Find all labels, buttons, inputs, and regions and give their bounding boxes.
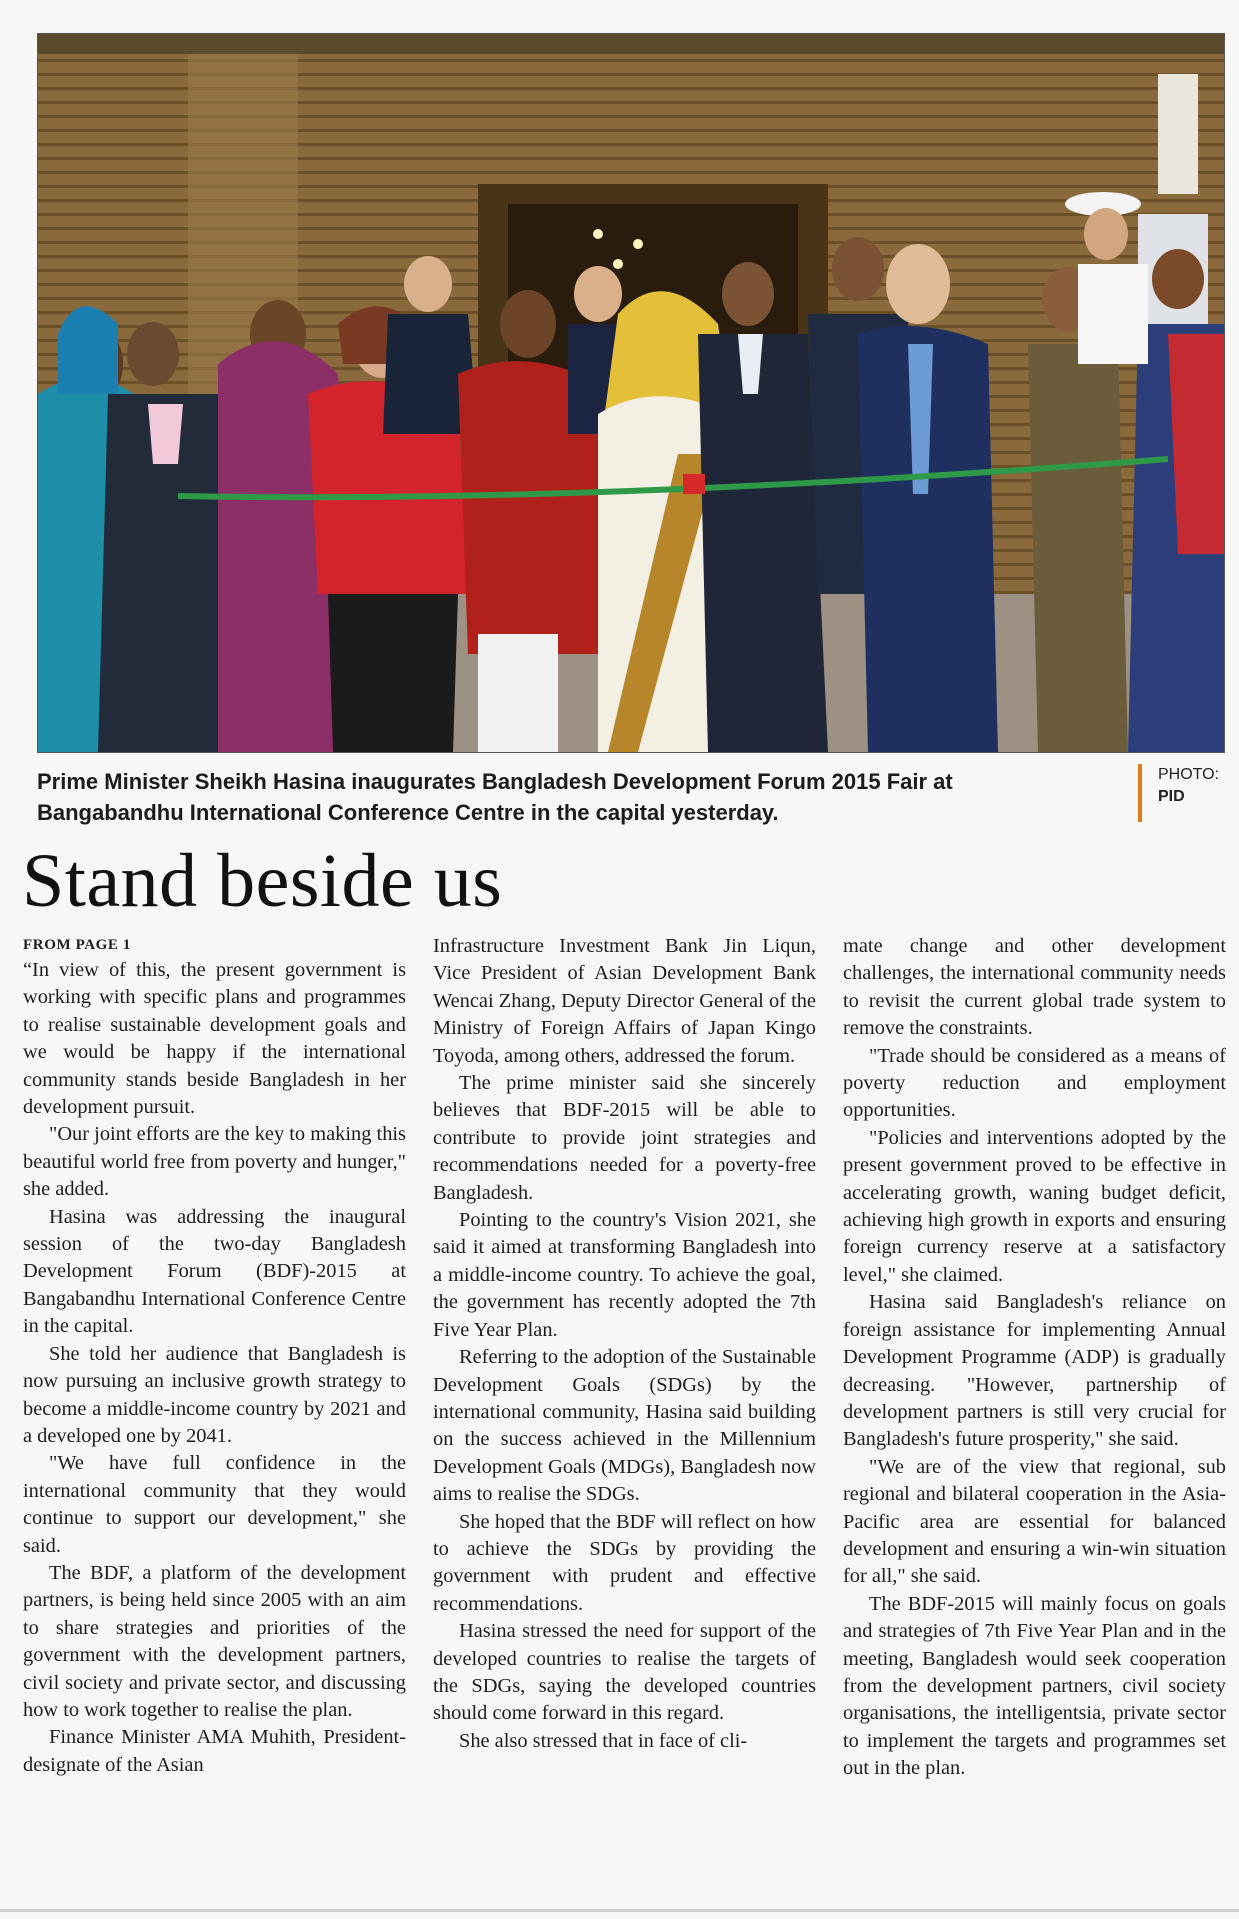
article-column-1 [23, 933, 406, 1903]
photo-credit-label: PHOTO: [1158, 766, 1220, 783]
paragraph: She told her audience that Bangladesh is now pursuing an inclusive growth strategy to become a middle-income country by 2021 and a developed one by 2041. [23, 1342, 406, 1447]
paragraph: Referring to the adoption of the Sustainable Development Goals (SDGs) by the international community, Hasina said building on the success achieved in the Millennium Development Goals (MDGs), Bangladesh now aims to realise the SDGs. [433, 1346, 816, 1506]
paragraph: The BDF-2015 will mainly focus on goals and strategies of 7th Five Year Plan and in the meeting, Bangladesh would seek cooperation from the development partners, civil society organisations, the intelligentsia, private sector to implement the targets and programmes set out in the plan. [843, 1592, 1226, 1780]
paragraph: The BDF, a platform of the development partners, is being held since 2005 with an aim to share strategies and priorities of the government with the development partners, civil society and private sector, and discussing how to work together to realise the plan. [23, 1561, 406, 1721]
paragraph: "We have full confidence in the international community that they would continue to support our development," she said. [23, 1452, 406, 1557]
paragraph: "We are of the view that regional, sub regional and bilateral cooperation in the Asia-Pacific area are essential for balanced development and ensuring a win-win situation for all," she said. [843, 1455, 1226, 1588]
paragraph: Finance Minister AMA Muhith, President-designate of the Asian [23, 1726, 406, 1776]
kicker: FROM PAGE 1 [23, 937, 131, 953]
paragraph: Pointing to the country's Vision 2021, she said it aimed at transforming Bangladesh into a middle-income country. To achieve the goal, the government has recently adopted the 7th Five Year Plan. [433, 1209, 816, 1341]
paragraph: "Our joint efforts are the key to making this beautiful world free from poverty and hunger," she added. [23, 1123, 406, 1201]
paragraph: The prime minister said she sincerely believes that BDF-2015 will be able to contribute to provide joint strategies and recommendations needed for a poverty-free Bangladesh. [433, 1072, 816, 1204]
photo-credit-source: PID [1158, 788, 1185, 805]
paragraph: Hasina was addressing the inaugural session of the two-day Bangladesh Development Forum (BDF)-2015 at Bangabandhu International Conference Centre in the capital. [23, 1205, 406, 1338]
photo-caption: Prime Minister Sheikh Hasina inaugurates Bangladesh Development Forum 2015 Fair at Bangabandhu International Conference Centre in the capital yesterday. [37, 769, 953, 825]
paragraph: She hoped that the BDF will reflect on how to achieve the SDGs by providing the government with prudent and effective recommendations. [433, 1510, 816, 1615]
paragraph: Infrastructure Investment Bank Jin Liqun, Vice President of Asian Development Bank Wencai Zhang, Deputy Director General of the Ministry of Foreign Affairs of Japan Kingo Toyoda, among others, addressed the forum. [433, 935, 816, 1067]
bottom-rule [0, 1909, 1239, 1912]
paragraph: "Trade should be considered as a means of poverty reduction and employment opportunities. [843, 1044, 1226, 1122]
paragraph: "Policies and interventions adopted by the present government proved to be effective in accelerating growth, waning budget deficit, achieving high growth in exports and ensuring foreign currency reserve at a satisfactory level," she claimed. [843, 1126, 1226, 1286]
photo-illustration [38, 34, 1224, 752]
paragraph: “In view of this, the present government is working with specific plans and programmes to realise sustainable development goals and we would be happy if the international community stands beside Bangladesh in her development pursuit. [23, 959, 406, 1119]
article-column-2 [433, 933, 816, 1903]
article-column-3 [843, 933, 1226, 1903]
news-photo [37, 33, 1225, 753]
paragraph: Hasina said Bangladesh's reliance on foreign assistance for implementing Annual Development Programme (ADP) is gradually decreasing. "However, partnership of development partners is still very crucial for Bangladesh's future prosperity," she said. [843, 1291, 1226, 1451]
headline: Stand beside us [22, 839, 503, 923]
paragraph: mate change and other development challenges, the international community needs to revisit the current global trade system to remove the constraints. [843, 935, 1226, 1040]
paragraph: Hasina stressed the need for support of the developed countries to realise the targets of the SDGs, saying the developed countries should come forward in this regard. [433, 1620, 816, 1725]
photo-credit [1138, 764, 1233, 822]
paragraph: She also stressed that in face of cli- [459, 1729, 748, 1752]
